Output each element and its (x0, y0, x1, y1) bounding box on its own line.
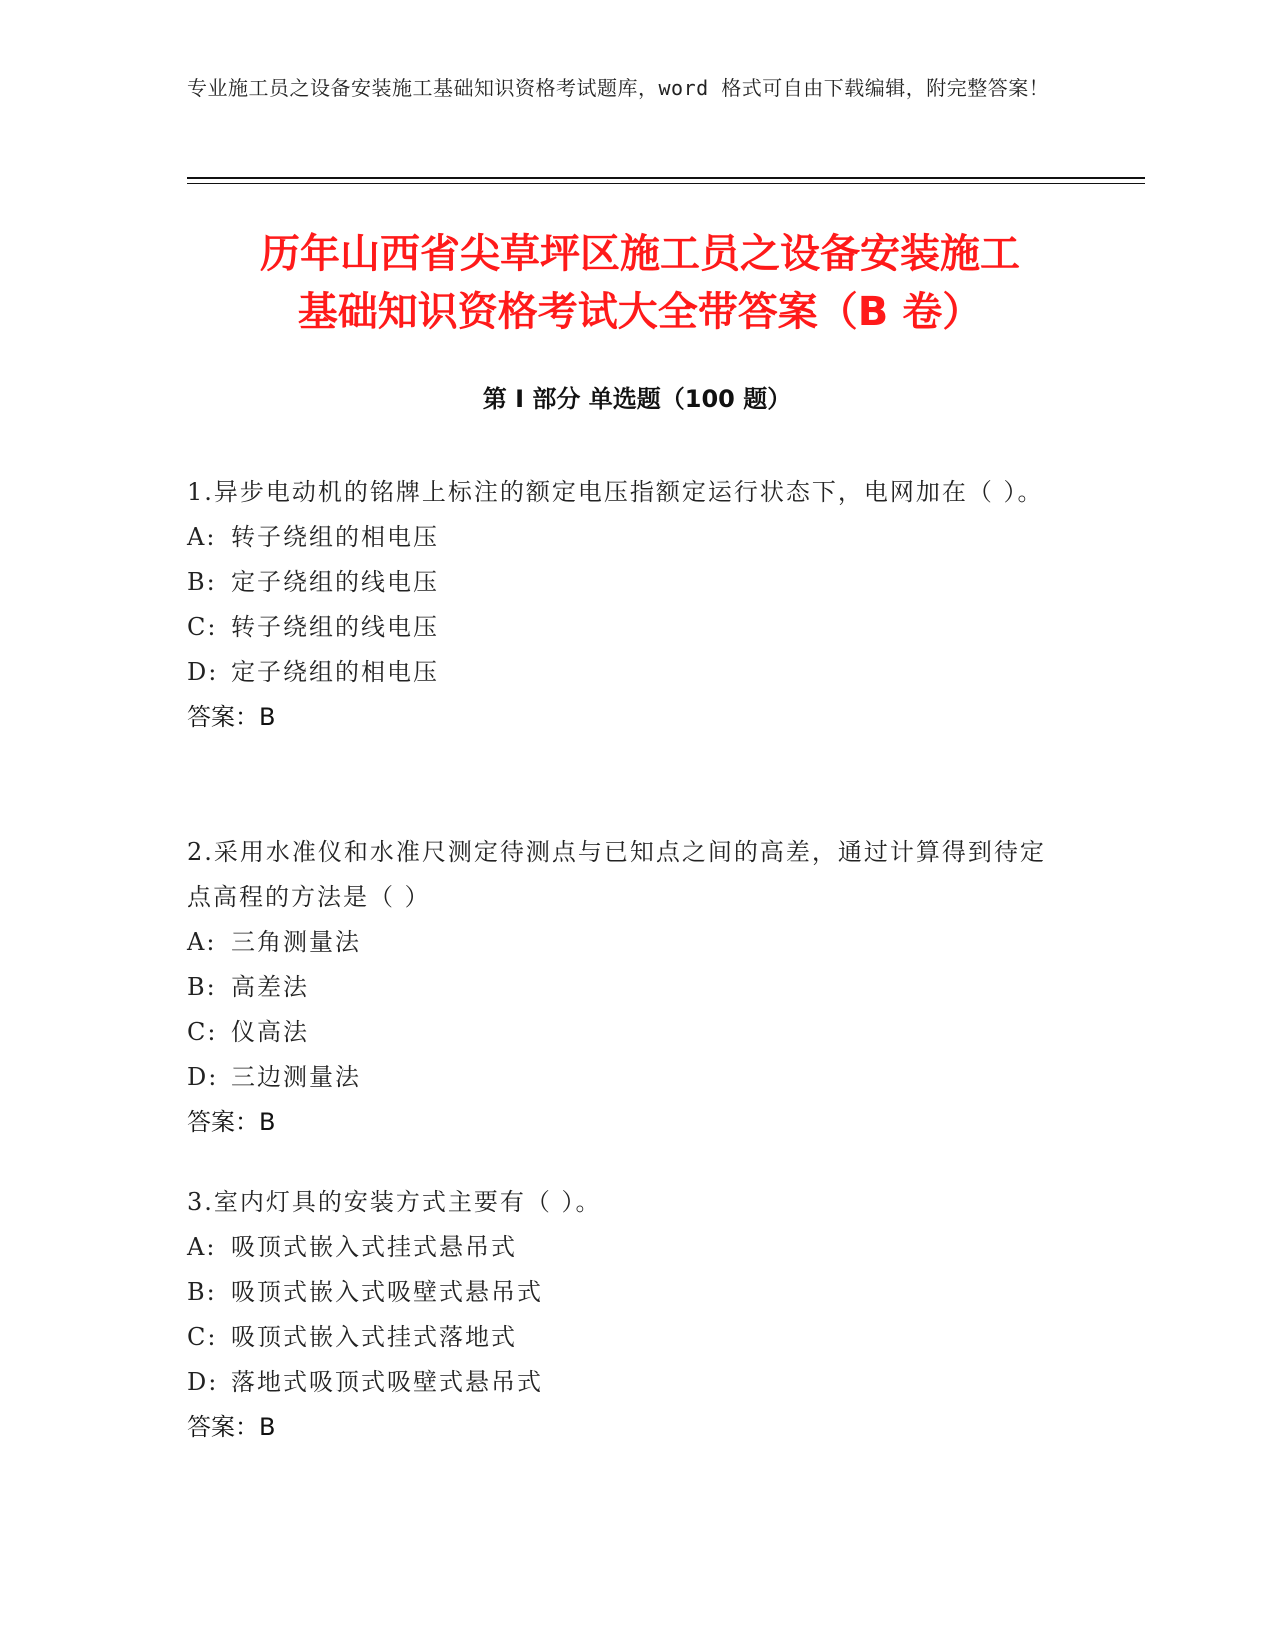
option-text: 三角测量法 (231, 928, 361, 956)
option-c (187, 1010, 1067, 1055)
option-key: A: (187, 1233, 217, 1261)
question-3 (187, 1180, 1067, 1450)
option-key: D: (187, 1368, 219, 1396)
option-key: C: (187, 1018, 218, 1046)
option-a (187, 920, 1067, 965)
option-key: C: (187, 613, 218, 641)
question-1 (187, 470, 1067, 740)
option-text: 高差法 (231, 973, 309, 1001)
document-title-line-2: 基础知识资格考试大全带答案（B 卷） (297, 289, 983, 335)
option-key: D: (187, 658, 219, 686)
option-text: 定子绕组的线电压 (231, 568, 439, 596)
question-stem: 3.室内灯具的安装方式主要有（ ）。 (187, 1188, 602, 1216)
option-key: B: (187, 1278, 217, 1306)
option-a (187, 1225, 1067, 1270)
answer-label: 答案：B (187, 1108, 276, 1136)
option-key: D: (187, 1063, 219, 1091)
section-title: 第 I 部分 单选题（100 题） (482, 385, 792, 413)
answer-label: 答案：B (187, 1413, 276, 1441)
option-d (187, 650, 1067, 695)
answer-label: 答案：B (187, 703, 276, 731)
option-d (187, 1360, 1067, 1405)
option-text: 吸顶式嵌入式挂式悬吊式 (231, 1233, 517, 1261)
question-stem: 2.采用水准仪和水准尺测定待测点与已知点之间的高差，通过计算得到待定点高程的方法是（ ） (187, 838, 1046, 911)
option-text: 定子绕组的相电压 (231, 658, 439, 686)
option-key: B: (187, 568, 217, 596)
option-text: 三边测量法 (231, 1063, 361, 1091)
document-title (150, 225, 1130, 341)
option-text: 吸顶式嵌入式挂式落地式 (231, 1323, 517, 1351)
option-b (187, 1270, 1067, 1315)
option-key: A: (187, 523, 217, 551)
option-text: 仪高法 (231, 1018, 309, 1046)
option-key: A: (187, 928, 217, 956)
option-text: 吸顶式嵌入式吸壁式悬吊式 (231, 1278, 543, 1306)
option-key: B: (187, 973, 217, 1001)
header-note: 专业施工员之设备安装施工基础知识资格考试题库，word 格式可自由下载编辑，附完整答案！ (187, 76, 1050, 100)
header-divider-thin (187, 183, 1145, 184)
option-b (187, 965, 1067, 1010)
question-2 (187, 830, 1067, 1145)
option-b (187, 560, 1067, 605)
option-d (187, 1055, 1067, 1100)
option-a (187, 515, 1067, 560)
option-c (187, 1315, 1067, 1360)
option-c (187, 605, 1067, 650)
option-text: 转子绕组的线电压 (231, 613, 439, 641)
option-text: 转子绕组的相电压 (231, 523, 439, 551)
document-title-line-1: 历年山西省尖草坪区施工员之设备安装施工 (260, 231, 1020, 277)
question-stem: 1.异步电动机的铭牌上标注的额定电压指额定运行状态下，电网加在（ ）。 (187, 478, 1044, 506)
option-key: C: (187, 1323, 218, 1351)
option-text: 落地式吸顶式吸壁式悬吊式 (231, 1368, 543, 1396)
header-divider-thick (187, 177, 1145, 179)
